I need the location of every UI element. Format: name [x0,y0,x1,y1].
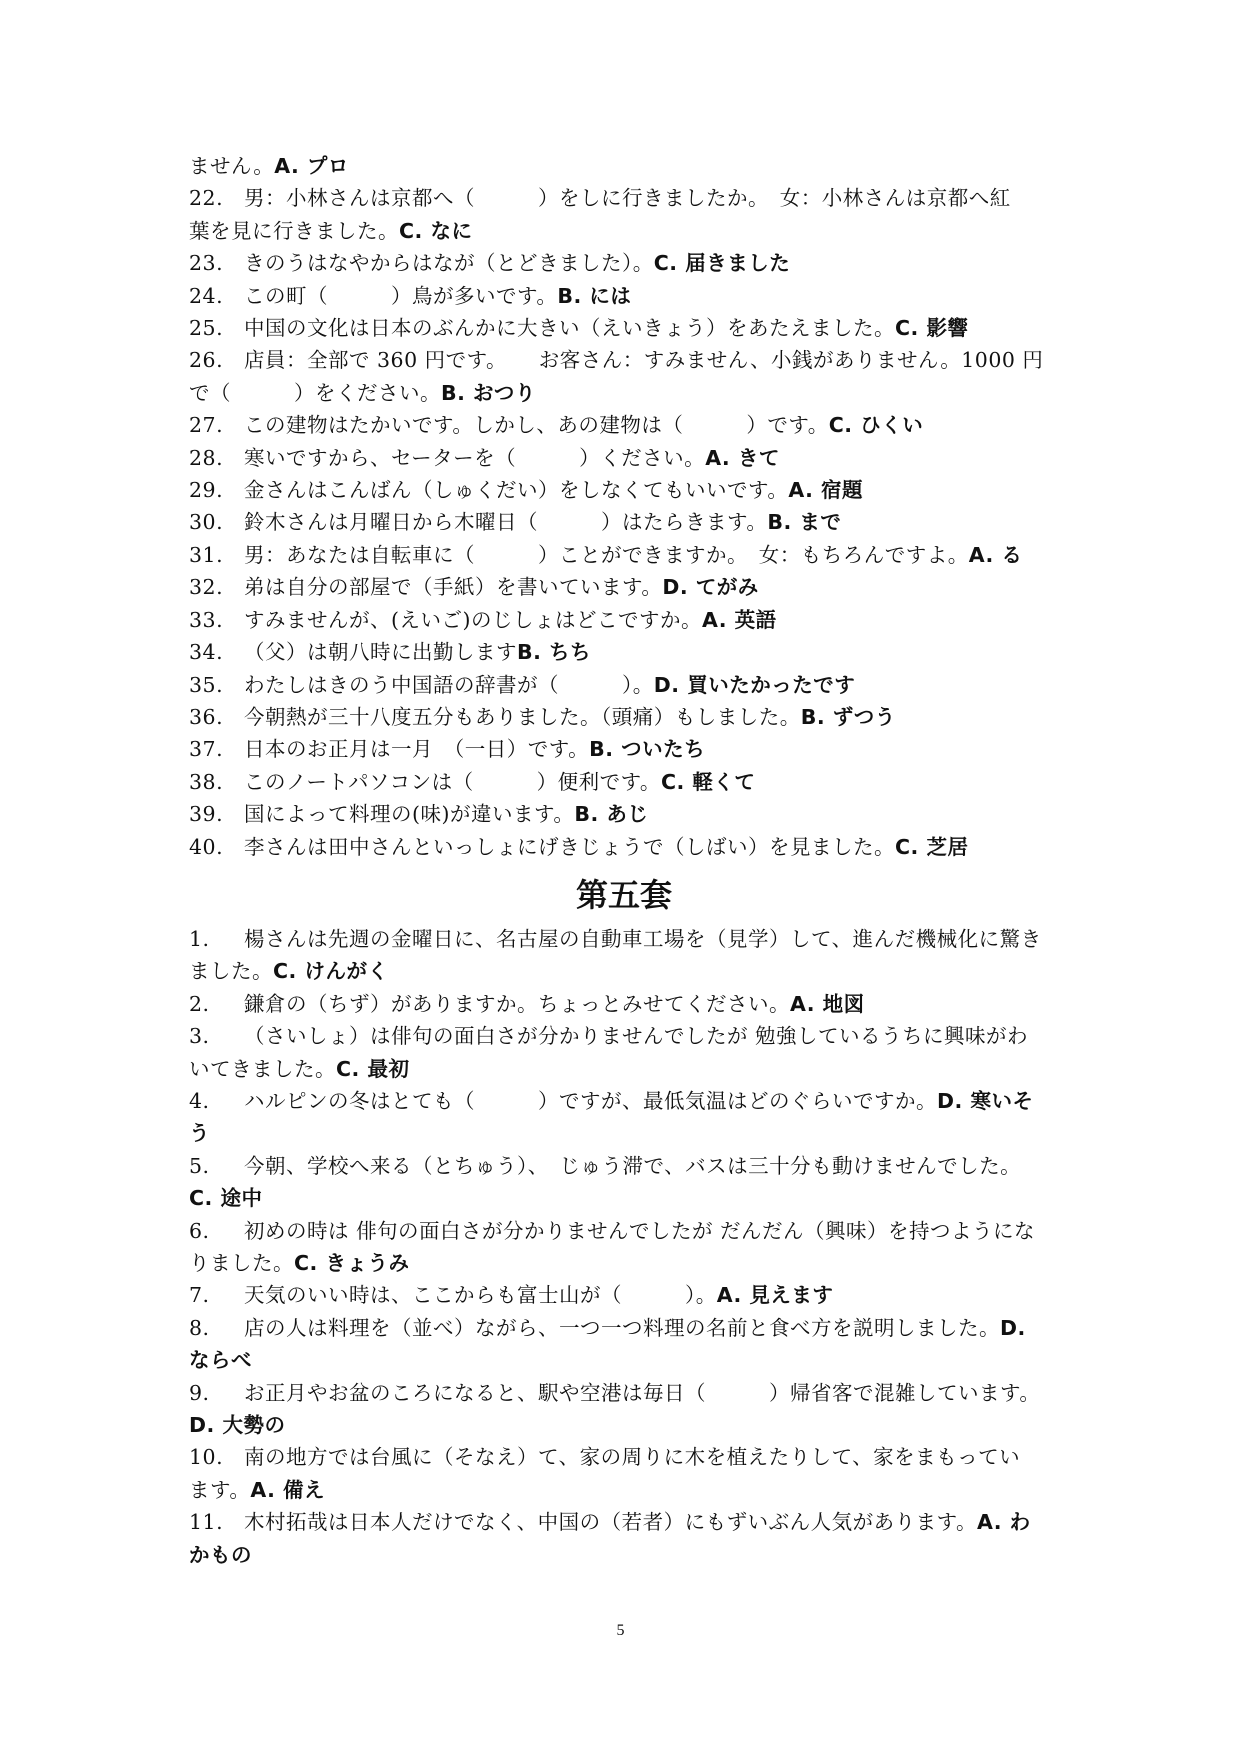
question-text: 店員：全部で 360 円です。 お客さん：すみません、小銭がありません。1000 円 [244,348,1044,373]
question-text: 鎌倉の（ちず）がありますか。ちょっとみせてください。 [244,991,790,1016]
question-continuation-line [189,1117,1059,1149]
question-text: いてきました。 [189,1056,336,1081]
question-text: ハルピンの冬はとても（ ）ですが、最低気温はどのぐらいですか。 [244,1088,937,1113]
section-heading: 第五套 [575,875,672,914]
question-line [189,1441,1059,1473]
answer-text: C. 軽くて [660,769,756,794]
question-text: りました。 [189,1251,294,1275]
answer-text: C. 届きました [653,251,791,276]
question-text: 金さんはこんばん（しゅくだい）をしなくてもいいです。 [244,478,789,503]
answer-text: A. 宿題 [788,478,864,503]
question-text: 男：小林さんは京都へ（ ）をしに行きましたか。 女：小林さんは京都へ紅 [244,186,1011,211]
question-list [189,150,1059,1571]
question-number: 3. [189,1024,210,1049]
answer-text: C. けんがく [273,959,389,984]
question-continuation-line [189,1474,1059,1506]
question-line [189,312,1059,344]
question-number: 27. [189,413,224,438]
question-text: （さいしょ）は俳句の面白さが分かりませんでしたが 勉強しているうちに興味がわ [244,1024,1029,1049]
answer-text: A. きて [705,445,780,470]
question-number: 5. [189,1153,210,1178]
answer-text: A. る [968,542,1023,567]
answer-text: B. あじ [574,802,649,827]
answer-text: D. てがみ [662,575,759,600]
question-number: 23. [189,251,224,276]
question-line [189,474,1059,506]
question-number: 30. [189,510,224,535]
question-line [189,604,1059,636]
answer-text: う [189,1121,210,1146]
question-text: （父）は朝八時に出勤します [244,640,517,665]
question-text: 今朝、学校へ来る（とちゅう）、 じゅう滞で、バスは三十分も動けませんでした。 [244,1153,1022,1178]
question-text: わたしはきのう中国語の辞書が（ ）。 [244,672,654,697]
question-number: 24. [189,283,224,308]
question-text: きのうはなやからはなが（とどきました）。 [244,251,654,276]
question-line [189,344,1059,376]
question-text: ません。 [189,154,275,178]
question-number: 6. [189,1218,210,1243]
question-number: 36. [189,704,224,729]
question-text: 楊さんは先週の金曜日に、名古屋の自動車工場を（見学）して、進んだ機械化に驚き [244,926,1042,951]
page-number: 5 [616,1622,625,1639]
question-number: 28. [189,445,224,470]
question-number: 11. [189,1510,224,1535]
question-line [189,1377,1059,1409]
answer-text: A. 備え [250,1477,326,1502]
question-continuation-line [189,150,1059,182]
answer-text: B. おつり [441,380,536,405]
question-text: 男：あなたは自転車に（ ）ことができますか。 女：もちろんですよ。 [244,542,969,567]
answer-text: B. には [557,283,632,308]
question-line [189,733,1059,765]
question-text: お正月やお盆のころになると、駅や空港は毎日（ ）帰省客で混雑しています。 [244,1380,1041,1405]
answer-text: A. 英語 [702,607,777,632]
question-number: 32. [189,575,224,600]
answer-text: A. 見えます [716,1283,834,1308]
question-number: 22. [189,186,224,211]
question-line [189,798,1059,830]
question-number: 33. [189,607,224,632]
question-number: 4. [189,1088,210,1113]
question-line [189,247,1059,279]
question-line [189,571,1059,603]
question-text: この町（ ）鳥が多いです。 [244,283,558,308]
answer-text: D. 買いたかったです [653,672,856,697]
answer-text: B. ついたち [589,737,706,762]
answer-text: A. わ [976,1510,1031,1535]
answer-text: C. なに [399,218,473,243]
question-continuation-line [189,1182,1059,1214]
answer-text: C. 芝居 [895,834,969,859]
question-text: 鈴木さんは月曜日から木曜日（ ）はたらきます。 [244,510,768,535]
question-text: 国によって料理の(味)が違います。 [244,802,575,827]
answer-text: ならべ [189,1348,252,1373]
question-number: 34. [189,640,224,665]
question-line [189,1215,1059,1247]
question-line [189,1150,1059,1182]
question-line [189,1085,1059,1117]
question-text: ます。 [189,1477,251,1502]
question-number: 40. [189,834,224,859]
answer-text: D. 寒いそ [937,1088,1034,1113]
question-line [189,1312,1059,1344]
question-text: 李さんは田中さんといっしょにげきじょうで（しばい）を見ました。 [244,834,895,859]
question-text: 中国の文化は日本のぶんかに大きい（えいきょう）をあたえました。 [244,316,895,341]
question-line [189,1279,1059,1311]
question-continuation-line [189,1539,1059,1571]
question-text: 弟は自分の部屋で（手紙）を書いています。 [244,575,663,600]
question-line [189,280,1059,312]
question-number: 26. [189,348,224,373]
question-line [189,1020,1059,1052]
question-text: 今朝熱が三十八度五分もありました。（頭痛）もしました。 [244,704,801,729]
question-number: 10. [189,1445,224,1470]
question-number: 37. [189,737,224,762]
question-line [189,831,1059,863]
question-line [189,669,1059,701]
question-number: 2. [189,991,210,1016]
question-number: 31. [189,542,224,567]
question-continuation-line [189,955,1059,987]
question-number: 25. [189,316,224,341]
question-line [189,988,1059,1020]
answer-text: C. 影響 [895,316,969,341]
question-line [189,506,1059,538]
question-text: この建物はたかいです。しかし、あの建物は（ ）です。 [244,413,829,438]
answer-text: C. 途中 [189,1186,263,1211]
question-line [189,409,1059,441]
question-text: 初めの時は 俳句の面白さが分かりませんでしたが だんだん（興味）を持つようにな [244,1218,1036,1243]
question-text: 日本のお正月は一月 （一日）です。 [244,737,590,762]
question-text: すみませんが、(えいご)のじしょはどこですか。 [244,607,702,632]
question-continuation-line [189,1247,1059,1279]
question-line [189,182,1059,214]
question-number: 39. [189,802,224,827]
question-text: ました。 [189,959,273,984]
question-number: 8. [189,1315,210,1340]
answer-text: C. 最初 [336,1056,410,1081]
question-number: 35. [189,672,224,697]
answer-text: かもの [189,1542,252,1567]
question-line [189,701,1059,733]
answer-text: D. [1000,1315,1026,1340]
answer-text: C. きょうみ [294,1251,410,1275]
question-line [189,923,1059,955]
answer-text: D. 大勢の [189,1413,286,1438]
question-number: 1. [189,926,210,951]
answer-text: B. ずつう [800,704,896,729]
question-line [189,539,1059,571]
question-continuation-line [189,215,1059,247]
question-continuation-line [189,377,1059,409]
question-line [189,1506,1059,1538]
question-line [189,442,1059,474]
question-text: 葉を見に行きました。 [189,218,399,243]
question-continuation-line [189,1344,1059,1376]
question-continuation-line [189,1053,1059,1085]
question-text: 木村拓哉は日本人だけでなく、中国の（若者）にもずいぶん人気があります。 [244,1510,977,1535]
answer-text: A. 地図 [790,991,865,1016]
question-number: 38. [189,769,224,794]
question-continuation-line [189,1409,1059,1441]
question-line [189,636,1059,668]
question-line [189,766,1059,798]
answer-text: C. ひくい [828,413,924,438]
question-text: 寒いですから、セーターを（ ）ください。 [244,445,706,470]
question-number: 7. [189,1283,210,1308]
question-text: 南の地方では台風に（そなえ）て、家の周りに木を植えたりして、家をまもってい [244,1445,1021,1470]
answer-text: A. プロ [274,154,349,178]
question-text: このノートパソコンは（ ）便利です。 [244,769,661,794]
answer-text: B. ちち [517,640,592,665]
question-text: 天気のいい時は、ここからも富士山が（ ）。 [244,1283,717,1308]
question-number: 9. [189,1380,210,1405]
question-number: 29. [189,478,224,503]
question-text: 店の人は料理を（並べ）ながら、一つ一つ料理の名前と食べ方を説明しました。 [244,1315,1000,1340]
question-text: で（ ）をください。 [189,380,441,405]
answer-text: B. まで [767,510,842,535]
